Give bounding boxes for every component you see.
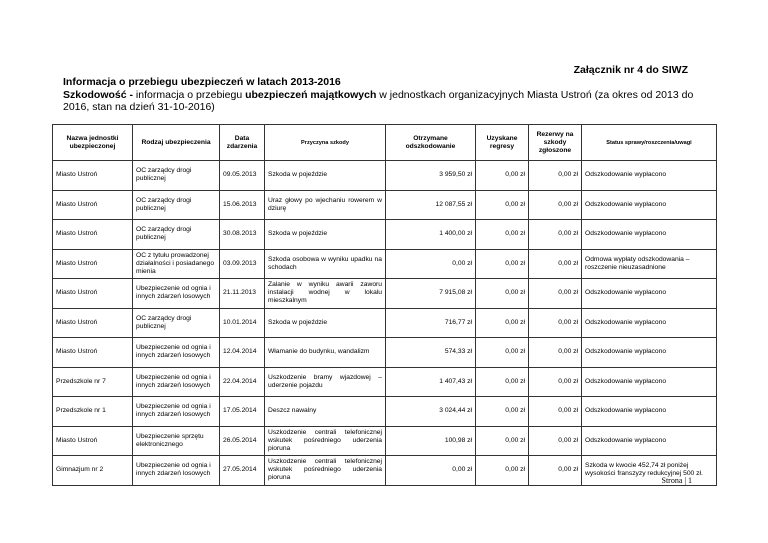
date-cell: 15.06.2013	[220, 190, 265, 220]
type-cell: OC zarządcy drogi publicznej	[133, 220, 220, 250]
reserve-cell: 0,00 zł	[529, 220, 582, 250]
status-cell: Szkoda w kwocie 452,74 zł poniżej wysokości franszyzy redukcyjnej 500 zł.	[582, 456, 717, 486]
unit-cell: Miasto Ustroń	[53, 220, 133, 250]
header-cause: Przyczyna szkody	[265, 125, 386, 161]
unit-cell: Miasto Ustroń	[53, 279, 133, 309]
date-cell: 03.09.2013	[220, 249, 265, 279]
reserve-cell: 0,00 zł	[529, 190, 582, 220]
paid-cell: 0,00 zł	[386, 249, 476, 279]
table-row	[53, 249, 717, 279]
regress-cell: 0,00 zł	[476, 249, 529, 279]
table-header-row	[53, 125, 717, 161]
cause-cell: Szkoda w pojeździe	[265, 161, 386, 191]
unit-cell: Gimnazjum nr 2	[53, 456, 133, 486]
cause-cell: Uszkodzenie bramy wjazdowej – uderzenie pojazdu	[265, 367, 386, 397]
paid-cell: 3 024,44 zł	[386, 397, 476, 427]
reserve-cell: 0,00 zł	[529, 161, 582, 191]
cause-cell: Uszkodzenie centrali telefonicznej wskutek pośredniego uderzenia pioruna	[265, 426, 386, 456]
header-date: Data zdarzenia	[220, 125, 265, 161]
reserve-cell: 0,00 zł	[529, 426, 582, 456]
date-cell: 09.05.2013	[220, 161, 265, 191]
paid-cell: 716,77 zł	[386, 308, 476, 338]
date-cell: 30.08.2013	[220, 220, 265, 250]
regress-cell: 0,00 zł	[476, 279, 529, 309]
paid-cell: 3 959,50 zł	[386, 161, 476, 191]
regress-cell: 0,00 zł	[476, 397, 529, 427]
table-row	[53, 308, 717, 338]
paid-cell: 1 407,43 zł	[386, 367, 476, 397]
reserve-cell: 0,00 zł	[529, 308, 582, 338]
header-reserve: Rezerwy na szkody zgłoszone	[529, 125, 582, 161]
header-paid: Otrzymane odszkodowanie	[386, 125, 476, 161]
date-cell: 10.01.2014	[220, 308, 265, 338]
cause-cell: Szkoda osobowa w wyniku upadku na schodach	[265, 249, 386, 279]
type-cell: OC zarządcy drogi publicznej	[133, 161, 220, 191]
table-row	[53, 426, 717, 456]
date-cell: 27.05.2014	[220, 456, 265, 486]
table-row	[53, 190, 717, 220]
unit-cell: Miasto Ustroń	[53, 249, 133, 279]
date-cell: 12.04.2014	[220, 338, 265, 368]
date-cell: 17.05.2014	[220, 397, 265, 427]
table-row	[53, 220, 717, 250]
page-footer: Strona | 1	[661, 476, 692, 485]
type-cell: Ubezpieczenie od ognia i innych zdarzeń losowych	[133, 367, 220, 397]
header-unit: Nazwa jednostki ubezpieczonej	[53, 125, 133, 161]
regress-cell: 0,00 zł	[476, 161, 529, 191]
status-cell: Odszkodowanie wypłacono	[582, 367, 717, 397]
status-cell: Odszkodowanie wypłacono	[582, 308, 717, 338]
regress-cell: 0,00 zł	[476, 456, 529, 486]
reserve-cell: 0,00 zł	[529, 279, 582, 309]
paid-cell: 0,00 zł	[386, 456, 476, 486]
type-cell: OC zarządcy drogi publicznej	[133, 308, 220, 338]
paid-cell: 7 915,08 zł	[386, 279, 476, 309]
type-cell: Ubezpieczenie od ognia i innych zdarzeń losowych	[133, 397, 220, 427]
regress-cell: 0,00 zł	[476, 426, 529, 456]
table-row	[53, 161, 717, 191]
table-row	[53, 338, 717, 368]
cause-cell: Włamanie do budynku, wandalizm	[265, 338, 386, 368]
header-status: Status sprawy/roszczenia/uwagi	[582, 125, 717, 161]
status-cell: Odszkodowanie wypłacono	[582, 338, 717, 368]
cause-cell: Deszcz nawalny	[265, 397, 386, 427]
unit-cell: Miasto Ustroń	[53, 190, 133, 220]
date-cell: 22.04.2014	[220, 367, 265, 397]
type-cell: OC zarządcy drogi publicznej	[133, 190, 220, 220]
unit-cell: Miasto Ustroń	[53, 161, 133, 191]
type-cell: Ubezpieczenie od ognia i innych zdarzeń losowych	[133, 456, 220, 486]
cause-cell: Uraz głowy po wjechaniu rowerem w dziurę	[265, 190, 386, 220]
reserve-cell: 0,00 zł	[529, 249, 582, 279]
reserve-cell: 0,00 zł	[529, 338, 582, 368]
paid-cell: 100,98 zł	[386, 426, 476, 456]
type-cell: Ubezpieczenie od ognia i innych zdarzeń losowych	[133, 338, 220, 368]
table-row	[53, 367, 717, 397]
regress-cell: 0,00 zł	[476, 308, 529, 338]
header-type: Rodzaj ubezpieczenia	[133, 125, 220, 161]
regress-cell: 0,00 zł	[476, 367, 529, 397]
cause-cell: Zalanie w wyniku awarii zaworu instalacji wodnej w lokalu mieszkalnym	[265, 279, 386, 309]
table-body	[53, 161, 717, 486]
unit-cell: Miasto Ustroń	[53, 308, 133, 338]
claims-table	[52, 124, 717, 486]
reserve-cell: 0,00 zł	[529, 456, 582, 486]
title-line-2: Szkodowość - informacja o przebiegu ubezpieczeń majątkowych w jednostkach organizacyjnych Miasta Ustroń (za okres od 2013 do 2016, stan na dzień 31-10-2016)	[63, 88, 694, 113]
status-cell: Odszkodowanie wypłacono	[582, 161, 717, 191]
table-row	[53, 397, 717, 427]
annex-label: Załącznik nr 4 do SIWZ	[573, 64, 688, 76]
table-row	[53, 279, 717, 309]
reserve-cell: 0,00 zł	[529, 397, 582, 427]
unit-cell: Miasto Ustroń	[53, 338, 133, 368]
status-cell: Odszkodowanie wypłacono	[582, 220, 717, 250]
status-cell: Odszkodowanie wypłacono	[582, 190, 717, 220]
reserve-cell: 0,00 zł	[529, 367, 582, 397]
cause-cell: Szkoda w pojeździe	[265, 308, 386, 338]
status-cell: Odmowa wypłaty odszkodowania – roszczenie nieuzasadnione	[582, 249, 717, 279]
regress-cell: 0,00 zł	[476, 338, 529, 368]
status-cell: Odszkodowanie wypłacono	[582, 426, 717, 456]
unit-cell: Przedszkole nr 7	[53, 367, 133, 397]
type-cell: Ubezpieczenie sprzętu elektronicznego	[133, 426, 220, 456]
type-cell: OC z tytułu prowadzonej działalności i posiadanego mienia	[133, 249, 220, 279]
header-regress: Uzyskane regresy	[476, 125, 529, 161]
status-cell: Odszkodowanie wypłacono	[582, 397, 717, 427]
cause-cell: Uszkodzenie centrali telefonicznej wskutek pośredniego uderzenia pioruna	[265, 456, 386, 486]
cause-cell: Szkoda w pojeździe	[265, 220, 386, 250]
regress-cell: 0,00 zł	[476, 220, 529, 250]
paid-cell: 574,33 zł	[386, 338, 476, 368]
date-cell: 21.11.2013	[220, 279, 265, 309]
type-cell: Ubezpieczenie od ognia i innych zdarzeń losowych	[133, 279, 220, 309]
paid-cell: 1 400,00 zł	[386, 220, 476, 250]
unit-cell: Przedszkole nr 1	[53, 397, 133, 427]
unit-cell: Miasto Ustroń	[53, 426, 133, 456]
table-row	[53, 456, 717, 486]
status-cell: Odszkodowanie wypłacono	[582, 279, 717, 309]
date-cell: 26.05.2014	[220, 426, 265, 456]
document-title	[63, 76, 713, 114]
regress-cell: 0,00 zł	[476, 190, 529, 220]
paid-cell: 12 087,55 zł	[386, 190, 476, 220]
title-line-1: Informacja o przebiegu ubezpieczeń w latach 2013-2016	[63, 76, 341, 88]
